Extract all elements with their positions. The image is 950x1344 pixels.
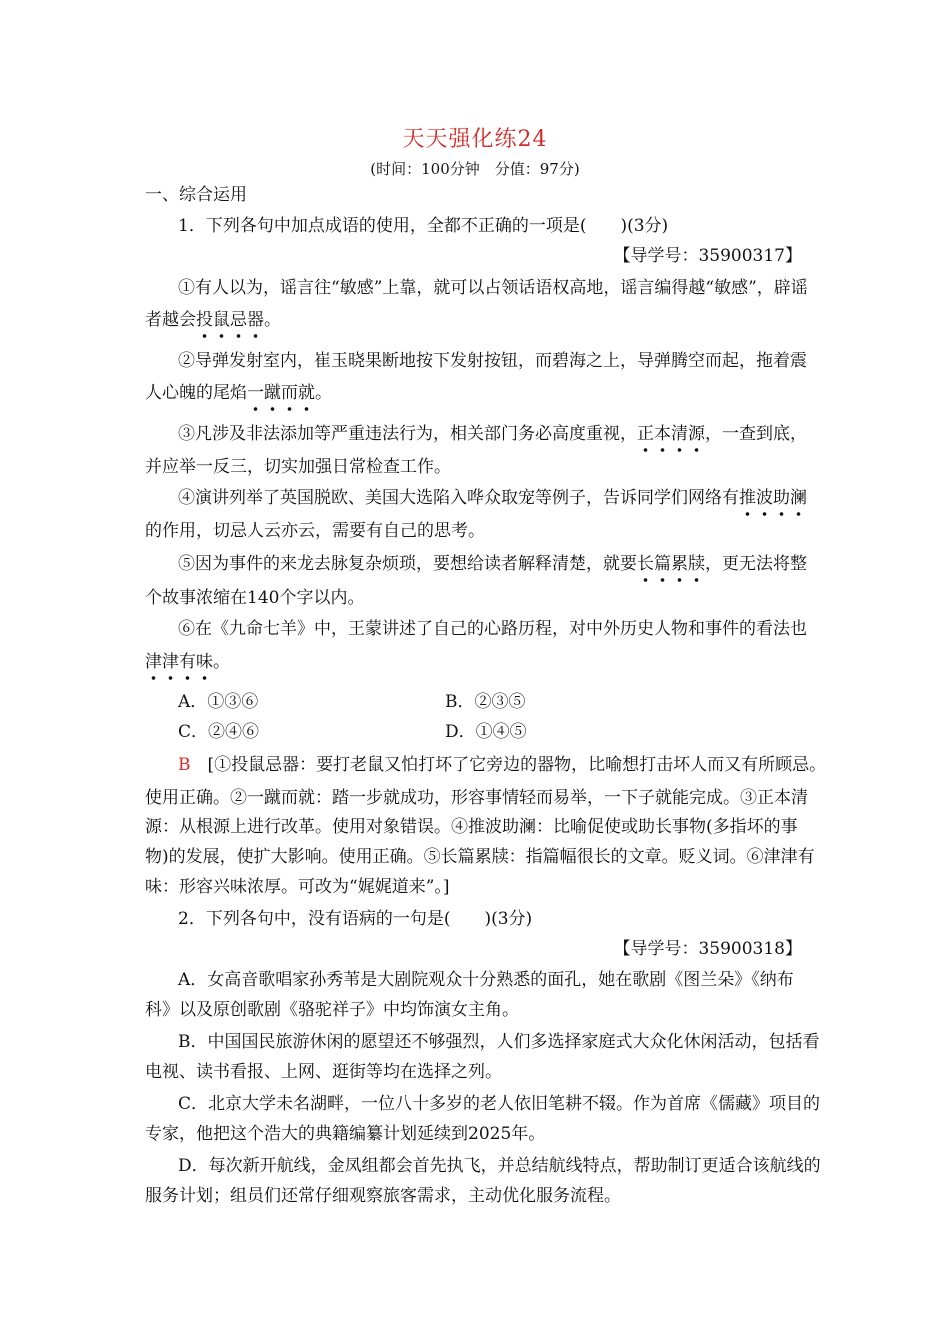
q2-option-d-line-1: D．每次新开航线，金凤组都会首先执飞，并总结航线特点，帮助制订更适合该航线的 [178,1156,821,1176]
q2-option-b-line-1: B．中国国民旅游休闲的愿望还不够强烈，人们多选择家庭式大众化休闲活动，包括看 [178,1032,820,1052]
dotted-idiom: 正本清源 [637,422,705,453]
q1-sentence-5-line-2: 个故事浓缩在140个字以内。 [145,588,365,608]
q1-sentence-5-line-1 [178,552,807,583]
q1-sentence-1-line-1: ①有人以为，谣言往“敏感”上靠，就可以占领话语权高地，谣言编得越“敏感”，辟谣 [178,278,808,298]
sentence-text: 。 [315,383,332,403]
answer-line-5: 味：形容兴味浓厚。可改为“娓娓道来”。] [145,877,450,897]
question-2-code: 【导学号：35900318】 [613,939,802,959]
page-subtitle: (时间：100分钟 分值：97分) [370,160,580,178]
sentence-text: 。 [264,310,281,330]
sentence-text: 者越会 [145,310,196,330]
question-1-code: 【导学号：35900317】 [613,246,802,266]
dotted-idiom: 一蹴而就 [247,381,315,412]
option-c: C．②④⑥ [178,722,260,742]
q1-sentence-6-line-1: ⑥在《九命七羊》中，王蒙讲述了自己的心路历程，对中外历史人物和事件的看法也 [178,619,807,639]
option-b: B．②③⑤ [445,692,526,712]
dotted-idiom: 长篇累牍 [637,552,705,583]
dotted-idiom: 津津有味 [145,650,213,681]
answer-letter: B [178,755,191,775]
dotted-idiom: 投鼠忌器 [196,308,264,339]
q1-sentence-2-line-2 [145,381,332,412]
option-d: D．①④⑤ [445,722,527,742]
q2-option-c-line-2: 专家，他把这个浩大的典籍编纂计划延续到2025年。 [145,1124,546,1144]
q1-sentence-1-line-2 [145,308,281,339]
q2-option-d-line-2: 服务计划；组员们还常仔细观察旅客需求，主动优化服务流程。 [145,1186,621,1206]
sentence-text: 。 [213,652,230,672]
page-title: 天天强化练24 [402,127,548,152]
sentence-text: ⑤因为事件的来龙去脉复杂烦琐，要想给读者解释清楚，就要 [178,554,637,574]
question-2-stem: 2．下列各句中，没有语病的一句是( )(3分) [178,909,533,929]
sentence-text: ，一查到底， [705,424,807,444]
q1-sentence-4-line-2: 的作用，切忌人云亦云，需要有自己的思考。 [145,521,485,541]
answer-line-2: 使用正确。②一蹴而就：踏一步就成功，形容事情轻而易举，一下子就能完成。③正本清 [145,788,808,808]
q1-sentence-2-line-1: ②导弹发射室内，崔玉晓果断地按下发射按钮，而碧海之上，导弹腾空而起，拖着震 [178,351,807,371]
answer-line-4: 物)的发展，使扩大影响。使用正确。⑤长篇累牍：指篇幅很长的文章。贬义词。⑥津津有 [145,847,815,867]
sentence-text: ，更无法将整 [705,554,807,574]
q1-sentence-3-line-2: 并应举一反三，切实加强日常检查工作。 [145,457,451,477]
dotted-idiom: 推波助澜 [739,486,807,517]
q2-option-a-line-2: 科》以及原创歌剧《骆驼祥子》中均饰演女主角。 [145,1000,519,1020]
q2-option-c-line-1: C．北京大学未名湖畔，一位八十多岁的老人依旧笔耕不辍。作为首席《儒藏》项目的 [178,1094,821,1114]
q1-sentence-6-line-2 [145,650,230,681]
q1-sentence-4-line-1 [178,486,807,517]
sentence-text: ④演讲列举了英国脱欧、美国大选陷入哗众取宠等例子，告诉同学们网络有 [178,488,739,508]
answer-line-1 [178,753,826,777]
q2-option-b-line-2: 电视、读书看报、上网、逛街等均在选择之列。 [145,1062,502,1082]
sentence-text: 人心魄的尾焰 [145,383,247,403]
answer-line-3: 源：从根源上进行改革。使用对象错误。④推波助澜：比喻促使或助长事物(多指坏的事 [145,817,798,837]
section-heading: 一、综合运用 [145,185,247,205]
sentence-text: ③凡涉及非法添加等严重违法行为，相关部门务必高度重视， [178,424,637,444]
option-a: A．①③⑥ [178,692,259,712]
question-1-stem: 1．下列各句中加点成语的使用，全都不正确的一项是( )(3分) [178,216,669,236]
answer-text: [①投鼠忌器：要打老鼠又怕打坏了它旁边的器物，比喻想打击坏人而又有所顾忌。 [207,755,827,775]
q1-sentence-3-line-1 [178,422,807,453]
q2-option-a-line-1: A．女高音歌唱家孙秀苇是大剧院观众十分熟悉的面孔，她在歌剧《图兰朵》《纳布 [178,970,794,990]
